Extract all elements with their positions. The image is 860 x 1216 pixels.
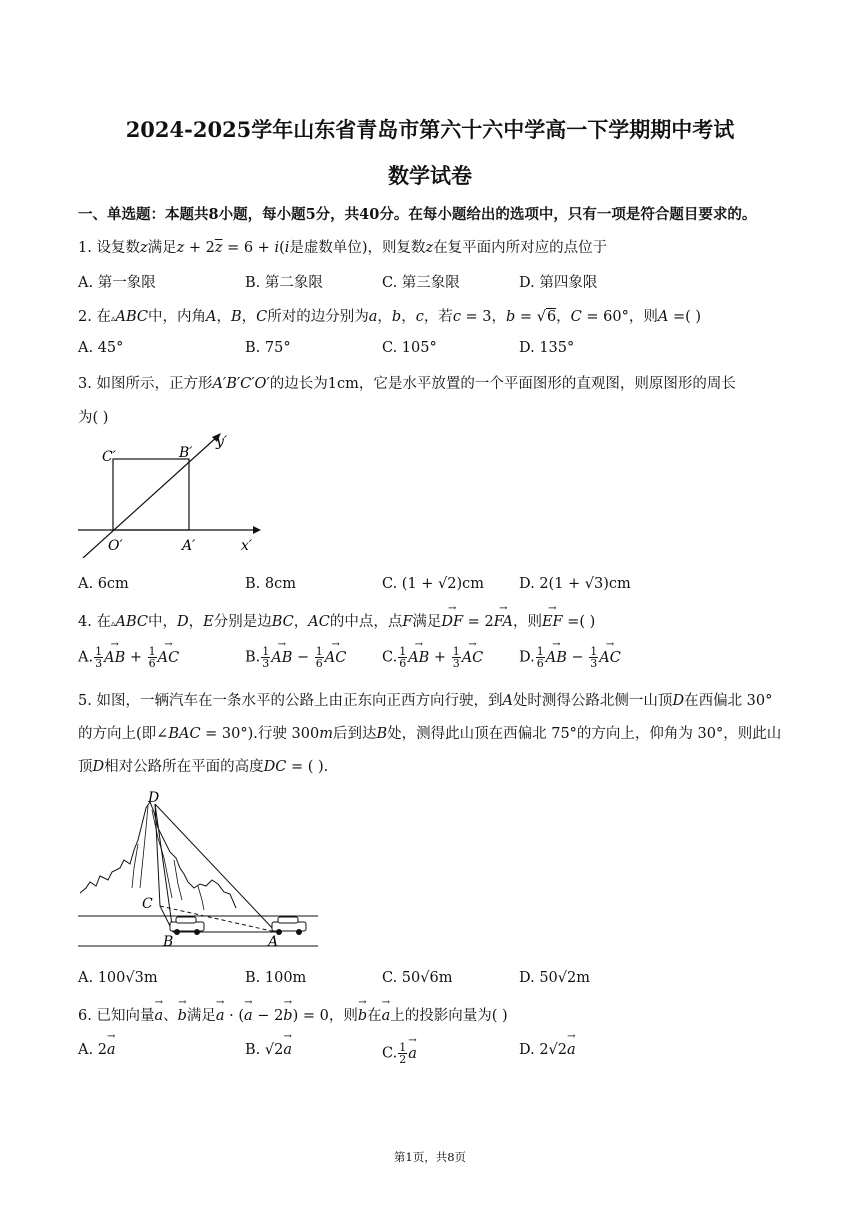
q2-option-a[interactable]: A. 45° [78,340,124,356]
question-5-stem: 5. 如图，一辆汽车在一条水平的公路上由正东向正西方向行驶，到A处时测得公路北侧一山顶D在西偏北 30° [78,693,773,709]
q1-option-d[interactable]: D. 第四象限 [519,275,598,291]
label-a: A [268,934,279,950]
question-1-stem: 1. 设复数z满足$z + 2\overline{z} = 6 + i(i$是虚数单位)，则复数z在复平面内所对应的点位于 [78,240,608,256]
label-b: B [163,934,174,950]
q2-option-c[interactable]: C. 105° [382,340,437,356]
question-5-stem-line3: 顶D相对公路所在平面的高度DC = ( ). [78,759,329,775]
label-c: C [142,896,153,912]
question-5-stem-line2: 的方向上(即∠BAC = 30°).行驶 300m后到达B处，测得此山顶在西偏北 75°的方向上，仰角为 30°，则此山 [78,726,782,742]
q6-option-a[interactable]: A. 2→ a [78,1042,116,1058]
label-x-prime: x′ [241,538,253,554]
q2-option-b[interactable]: B. 75° [245,340,291,356]
q3-option-b[interactable]: B. 8cm [245,576,296,592]
q5-figure [78,788,318,950]
label-y-prime: y′ [216,434,228,450]
q5-option-b[interactable]: B. 100m [245,970,307,986]
page-subtitle: 数学试卷 [388,163,472,188]
question-6-stem: 6. 已知向量→ a、→ b满足→ a · (→ a − 2→ b) = 0，则→ b在→ a上的投影向量为( ) [78,1004,508,1025]
label-a-prime: A′ [182,538,196,554]
q4-option-d[interactable]: D. $\frac{1}{6}$ → AB − $\frac{1}{3}$ → AC [519,646,621,669]
q5-option-d[interactable]: D. 50√2m [519,970,590,986]
page-footer: 第1页，共8页 [393,1150,467,1164]
question-2-stem: 2. 在▵ABC中，内角A，B，C所对的边分别为a，b，c，若c = 3，b = √6，C = 60°，则A =( ) [78,309,702,325]
q4-option-b[interactable]: B. $\frac{1}{3}$ → AB − $\frac{1}{6}$ → AC [245,646,346,669]
q6-option-c[interactable]: C. $\frac{1}{2}$ → a [382,1042,417,1065]
question-4-stem: 4. 在▵ABC中，D，E分别是边BC，AC的中点，点F满足→ DF = 2→ FA，则→ EF =( ) [78,610,595,631]
page-title: 2024-2025学年山东省青岛市第六十六中学高一下学期期中考试 [125,117,735,142]
q2-option-d[interactable]: D. 135° [519,340,575,356]
q3-option-c[interactable]: C. (1 + √2)cm [382,576,485,592]
section-heading: 一、单选题：本题共8小题，每小题5分，共40分。在每小题给出的选项中，只有一项是符合题目要求的。 [78,206,757,223]
question-3-stem: 3. 如图所示，正方形A′B′C′O′的边长为1cm，它是水平放置的一个平面图形的直观图，则原图形的周长 [78,376,736,392]
q1-option-b[interactable]: B. 第二象限 [245,275,323,291]
question-3-stem-line2: 为( ) [78,410,109,426]
car-icon-a [272,917,306,935]
q3-figure [78,428,268,558]
q4-option-a[interactable]: A. $\frac{1}{3}$ → AB + $\frac{1}{6}$ → AC [78,646,179,669]
q5-option-a[interactable]: A. 100√3m [78,970,158,986]
label-c-prime: C′ [102,449,116,465]
q1-option-a[interactable]: A. 第一象限 [78,275,156,291]
label-b-prime: B′ [179,445,193,461]
q4-option-c[interactable]: C. $\frac{1}{6}$ → AB + $\frac{1}{3}$ → AC [382,646,483,669]
label-o-prime: O′ [108,538,123,554]
q1-option-c[interactable]: C. 第三象限 [382,275,460,291]
q3-option-d[interactable]: D. 2(1 + √3)cm [519,576,631,592]
q3-option-a[interactable]: A. 6cm [78,576,129,592]
q6-option-d[interactable]: D. 2√2→ a [519,1042,576,1058]
q5-option-c[interactable]: C. 50√6m [382,970,453,986]
q6-option-b[interactable]: B. √2→ a [245,1042,292,1058]
label-d: D [148,790,160,806]
